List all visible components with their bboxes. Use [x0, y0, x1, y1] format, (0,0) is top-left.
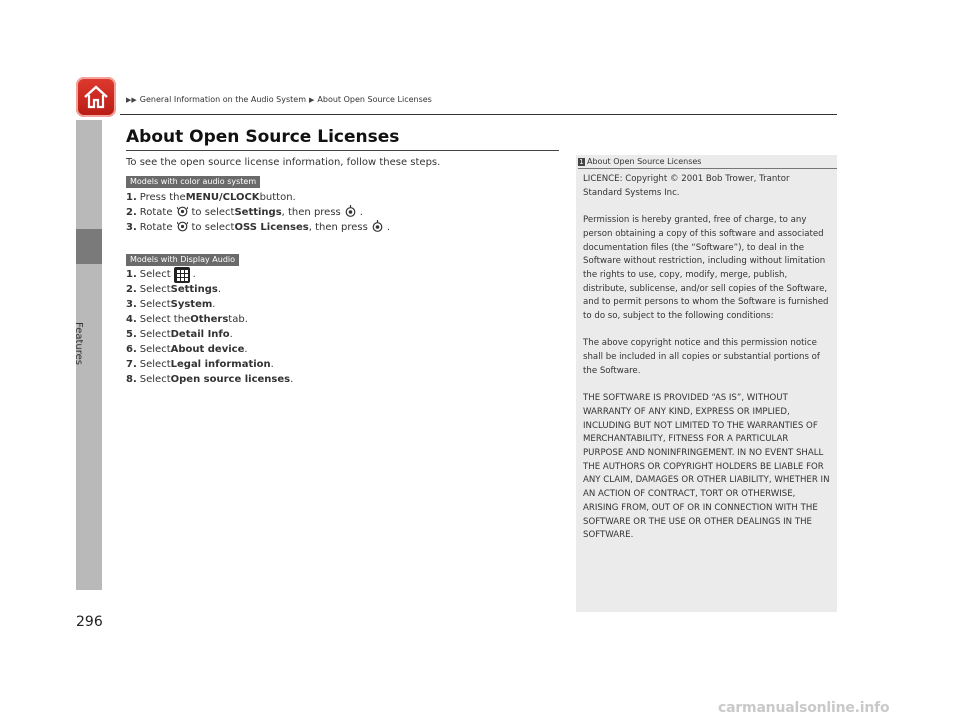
step-number: 2. [126, 207, 137, 218]
step-item [126, 357, 293, 372]
selector-knob-icon [177, 221, 188, 235]
step-text: . [192, 269, 196, 280]
step-text: . [212, 299, 216, 310]
step-number: 4. [126, 314, 137, 325]
sidebar-label: Features [73, 322, 84, 365]
breadcrumb-section[interactable]: General Information on the Audio System [139, 95, 306, 104]
home-icon [82, 84, 110, 110]
step-keyword: Settings [234, 207, 282, 218]
step-number: 6. [126, 344, 137, 355]
apps-grid-icon [174, 267, 190, 283]
note-header [578, 157, 701, 166]
breadcrumb [126, 95, 432, 104]
step-item [126, 282, 293, 297]
step-keyword: Others [190, 314, 229, 325]
note-paragraph: THE SOFTWARE IS PROVIDED “AS IS”, WITHOUT WARRANTY OF ANY KIND, EXPRESS OR IMPLIED, INCLUDING BUT NOT LIMITED TO THE WARRANTIES OF MERCHANTABILITY, FITNESS FOR A PARTICULAR PURPOSE AND NONINFRINGEMENT. IN NO EVENT SHALL THE AUTHORS OR COPYRIGHT HOLDERS BE LIABLE FOR ANY CLAIM, DAMAGES OR OTHER LIABILITY, WHETHER IN AN ACTION OF CONTRACT, TORT OR OTHERWISE, ARISING FROM, OUT OF OR IN CONNECTION WITH THE SOFTWARE OR THE USE OR OTHER DEALINGS IN THE SOFTWARE. [583, 393, 830, 541]
step-text: tab. [228, 314, 248, 325]
step-text: , then press [281, 207, 341, 218]
breadcrumb-arrow-icon: ▶ [309, 95, 315, 104]
step-item [126, 372, 293, 387]
step-keyword: Detail Info [170, 329, 230, 340]
step-keyword: Open source licenses [170, 374, 291, 385]
note-title: About Open Source Licenses [587, 157, 702, 166]
step-item [126, 220, 390, 235]
step-text: Rotate [139, 207, 173, 218]
step-number: 2. [126, 284, 137, 295]
color-audio-steps [126, 190, 390, 235]
breadcrumb-arrow-icon: ▶▶ [126, 95, 137, 104]
note-divider [578, 168, 837, 169]
page-title: About Open Source Licenses [126, 127, 400, 147]
push-knob-icon [345, 205, 356, 220]
step-text: to select [191, 207, 235, 218]
step-text: Select [139, 359, 171, 370]
step-text: Select [139, 299, 171, 310]
step-item [126, 327, 293, 342]
step-text: Select [139, 284, 171, 295]
step-item [126, 297, 293, 312]
push-knob-icon [372, 220, 383, 235]
step-number: 7. [126, 359, 137, 370]
step-number: 1. [126, 269, 137, 280]
step-text: Rotate [139, 222, 173, 233]
display-audio-badge: Models with Display Audio [126, 254, 239, 266]
step-text: . [386, 222, 391, 233]
step-text: Select [139, 269, 171, 280]
intro-text: To see the open source license information, follow these steps. [126, 157, 441, 168]
step-text: . [270, 359, 274, 370]
step-number: 8. [126, 374, 137, 385]
step-number: 5. [126, 329, 137, 340]
display-audio-steps [126, 267, 293, 387]
step-item [126, 342, 293, 357]
step-text: . [359, 207, 363, 218]
step-keyword: About device [170, 344, 245, 355]
note-marker-icon: 1 [579, 157, 584, 166]
step-number: 1. [126, 192, 137, 203]
title-divider [126, 150, 559, 151]
step-item [126, 190, 390, 205]
note-body [583, 173, 831, 557]
step-keyword: System [170, 299, 213, 310]
step-text: . [244, 344, 248, 355]
step-text: Press the [139, 192, 186, 203]
step-item [126, 312, 293, 327]
step-item [126, 205, 390, 220]
color-audio-badge: Models with color audio system [126, 176, 260, 188]
step-text: Select [139, 374, 171, 385]
step-text: . [229, 329, 233, 340]
step-keyword: OSS Licenses [234, 222, 309, 233]
step-text: to select [191, 222, 235, 233]
page-number: 296 [76, 614, 103, 630]
step-text: . [217, 284, 222, 295]
step-item [126, 267, 293, 282]
step-text: Select [139, 329, 171, 340]
step-keyword: Legal information [170, 359, 271, 370]
sidebar-section-marker [76, 229, 102, 264]
note-paragraph: The above copyright notice and this permission notice shall be included in all copies or substantial portions of the Software. [583, 338, 820, 376]
step-number: 3. [126, 299, 137, 310]
step-text: . [290, 374, 294, 385]
step-text: button. [259, 192, 296, 203]
step-text: Select the [139, 314, 191, 325]
selector-knob-icon [177, 206, 188, 220]
breadcrumb-page[interactable]: About Open Source Licenses [317, 95, 432, 104]
step-number: 3. [126, 222, 137, 233]
note-paragraph: Permission is hereby granted, free of charge, to any person obtaining a copy of this software and associated documentation files (the “Software”), to deal in the Software without restriction, including without limitation the rights to use, copy, modify, merge, publish, distribute, sublicense, and/or sell copies of the Software, and to permit persons to whom the Software is furnished to do so, subject to the following conditions: [583, 215, 829, 322]
step-keyword: MENU/CLOCK [185, 192, 260, 203]
step-text: , then press [308, 222, 368, 233]
home-button[interactable] [76, 77, 116, 117]
breadcrumb-divider [120, 114, 837, 115]
step-keyword: Settings [170, 284, 218, 295]
watermark: carmanualsonline.info [718, 700, 890, 716]
step-text: Select [139, 344, 171, 355]
note-paragraph: LICENCE: Copyright © 2001 Bob Trower, Trantor Standard Systems Inc. [583, 174, 790, 198]
